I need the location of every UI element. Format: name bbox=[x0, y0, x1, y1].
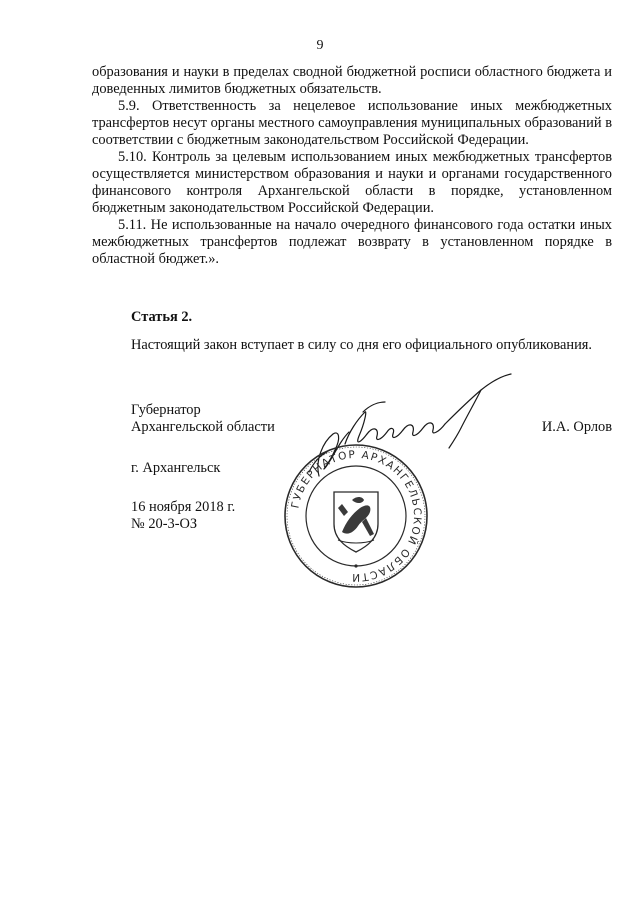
svg-text:ГУБЕРНАТОР АРХАНГЕЛЬСКОЙ ОБЛАС: ГУБЕРНАТОР АРХАНГЕЛЬСКОЙ ОБЛАСТИ bbox=[289, 448, 424, 584]
signatory-title bbox=[131, 402, 275, 436]
issue-number: № 20-3-ОЗ bbox=[131, 516, 198, 532]
signatory-title-line2: Архангельской области bbox=[131, 419, 275, 435]
official-seal bbox=[282, 442, 430, 590]
article-2-title: Статья 2. bbox=[131, 309, 193, 325]
signatory-name: И.А. Орлов bbox=[541, 419, 612, 435]
article-2-text: Настоящий закон вступает в силу со дня его официального опубликования. bbox=[131, 337, 592, 353]
paragraph-continuation: образования и науки в пределах сводной бюджетной росписи областного бюджета и доведенных лимитов бюджетных обязательств. bbox=[92, 64, 612, 97]
issue-date: 16 ноября 2018 г. bbox=[131, 499, 236, 515]
place-of-signing: г. Архангельск bbox=[131, 460, 221, 476]
page-number: 9 bbox=[316, 38, 324, 53]
issue-details bbox=[131, 499, 235, 533]
paragraph-5-11: 5.11. Не использованные на начало очередного финансового года остатки иных межбюджетных трансфертов подлежат возврату в установленном порядке в областной бюджет.». bbox=[92, 217, 612, 267]
signatory-title-line1: Губернатор bbox=[131, 402, 201, 418]
paragraph-5-9: 5.9. Ответственность за нецелевое использование иных межбюджетных трансфертов несут органы местного самоуправления муниципальных образований в соответствии с бюджетным законодательством Российской Федерации. bbox=[92, 98, 612, 148]
paragraph-5-10: 5.10. Контроль за целевым использованием иных межбюджетных трансфертов осуществляется министерством образования и науки и органами государственного финансового контроля Архангельской области в порядке, установленном бюджетным законодательством Российской Федерации. bbox=[92, 149, 612, 216]
body-text bbox=[92, 64, 612, 268]
